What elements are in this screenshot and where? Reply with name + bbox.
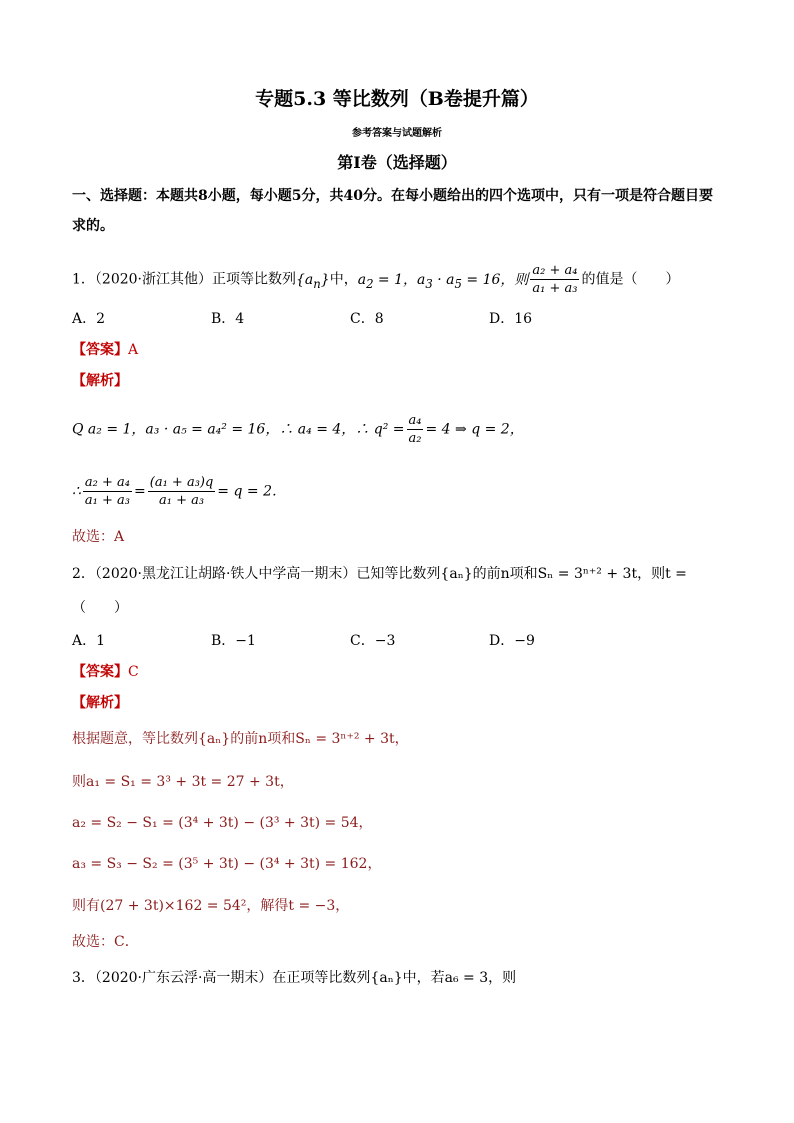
section-intro-line2: 求的。 — [72, 218, 114, 234]
q1-cond2 — [417, 271, 529, 291]
q1-seq — [296, 271, 330, 291]
q1-fraction — [530, 262, 579, 297]
q1-fraction-numerator: a₂ + a₄ — [532, 263, 578, 278]
volume-heading: 第I卷（选择题） — [337, 153, 457, 172]
q1-option-a: A．2 — [72, 311, 106, 327]
question-2-options — [72, 632, 535, 650]
question-2-answer — [72, 663, 139, 681]
q2-option-b: B．−1 — [211, 633, 256, 649]
section-intro-line1: 一、选择题：本题共8小题，每小题5分，共40分。在每小题给出的四个选项中，只有一项是符合题目要 — [72, 188, 713, 204]
q2-option-d: D．−9 — [489, 633, 535, 649]
q1-option-b: B．4 — [211, 311, 245, 327]
q1-seq-sub: n — [313, 276, 321, 291]
q2-choose: 故选：C． — [72, 934, 139, 950]
q1-sol2-den2: a₁ + a₃ — [158, 493, 205, 508]
q1-cond2-mid: · a — [432, 271, 455, 288]
q1-sol1-fraction — [407, 412, 424, 447]
q1-sol1-b: = 4 ⇒ q = 2， — [425, 421, 524, 438]
q1-solution-line2 — [72, 474, 286, 509]
q2-solution-line4: a₃ = S₃ − S₂ = (3⁵ + 3t) − (3⁴ + 3t) = 162， — [72, 856, 382, 872]
question-1-options — [72, 310, 532, 328]
question-2-paren: （ ） — [72, 600, 128, 616]
q1-cond2-rest: = 16，则 — [461, 271, 529, 288]
question-1-stem — [72, 262, 679, 297]
q1-seq-open: {a — [296, 271, 314, 288]
q1-stem-a: 1．（2020·浙江其他）正项等比数列 — [72, 271, 296, 288]
q1-sol1-a: Q a₂ = 1，a₃ · a₅ = a₄² = 16，∴ a₄ = 4，∴ q² = — [72, 421, 405, 438]
q1-stem-c: 的值是（ ） — [581, 271, 680, 288]
question-1-answer — [72, 341, 138, 359]
q1-sol2-num1: a₂ + a₄ — [84, 475, 131, 490]
q1-option-c: C．8 — [350, 311, 384, 327]
q1-answer-value: A — [128, 342, 139, 358]
q1-sol1-num: a₄ — [408, 413, 422, 428]
page-subtitle: 参考答案与试题解析 — [352, 128, 442, 139]
q1-sol2-fraction1 — [83, 474, 132, 509]
q1-cond2-sub: 3 — [425, 276, 433, 291]
q2-answer-label: 【答案】 — [72, 664, 128, 680]
q2-answer-value: C — [128, 664, 139, 680]
q1-analysis-label: 【解析】 — [72, 373, 128, 389]
q1-seq-close: } — [320, 271, 330, 288]
q1-solution-line1 — [72, 412, 524, 447]
q2-solution-line2: 则a₁ = S₁ = 3³ + 3t = 27 + 3t， — [72, 774, 294, 790]
q2-option-c: C．−3 — [350, 633, 396, 649]
q1-cond1-var: a — [357, 271, 367, 288]
q1-stem-b: 中， — [329, 271, 358, 288]
q1-cond1 — [357, 271, 418, 291]
q1-sol2-num2: (a₁ + a₃)q — [149, 475, 214, 490]
q1-cond1-rest: = 1， — [373, 271, 418, 288]
q1-sol2-b: = q = 2． — [217, 483, 286, 500]
q1-answer-label: 【答案】 — [72, 342, 128, 358]
q2-analysis-label: 【解析】 — [72, 695, 128, 711]
q1-sol1-den: a₂ — [408, 431, 422, 446]
q2-solution-line5: 则有(27 + 3t)×162 = 54²，解得t = −3， — [72, 898, 350, 914]
q1-sol2-eq: = — [134, 483, 146, 500]
q1-choose: 故选：A — [72, 529, 125, 545]
q2-solution-line3: a₂ = S₂ − S₁ = (3⁴ + 3t) − (3³ + 3t) = 54， — [72, 815, 373, 831]
q1-option-d: D．16 — [489, 311, 533, 327]
q2-solution-line1: 根据题意，等比数列{aₙ}的前n项和Sₙ = 3ⁿ⁺² + 3t， — [72, 731, 409, 747]
q1-cond2-sub2: 5 — [454, 276, 462, 291]
q1-sol2-fraction2 — [148, 474, 216, 509]
question-2-stem: 2．（2020·黑龙江让胡路·铁人中学高一期末）已知等比数列{aₙ}的前n项和Sₙ = 3ⁿ⁺² + 3t，则t = — [72, 566, 687, 582]
page-title: 专题5.3 等比数列（B卷提升篇） — [255, 88, 539, 110]
q1-cond1-sub: 2 — [366, 276, 374, 291]
question-3-stem: 3．（2020·广东云浮·高一期末）在正项等比数列{aₙ}中，若a₆ = 3，则 — [72, 970, 517, 986]
q1-cond2-var: a — [417, 271, 426, 288]
q2-option-a: A．1 — [72, 633, 106, 649]
q1-sol2-a: ∴ — [72, 483, 81, 500]
q1-fraction-denominator: a₁ + a₃ — [532, 281, 578, 296]
q1-sol2-den1: a₁ + a₃ — [84, 493, 131, 508]
